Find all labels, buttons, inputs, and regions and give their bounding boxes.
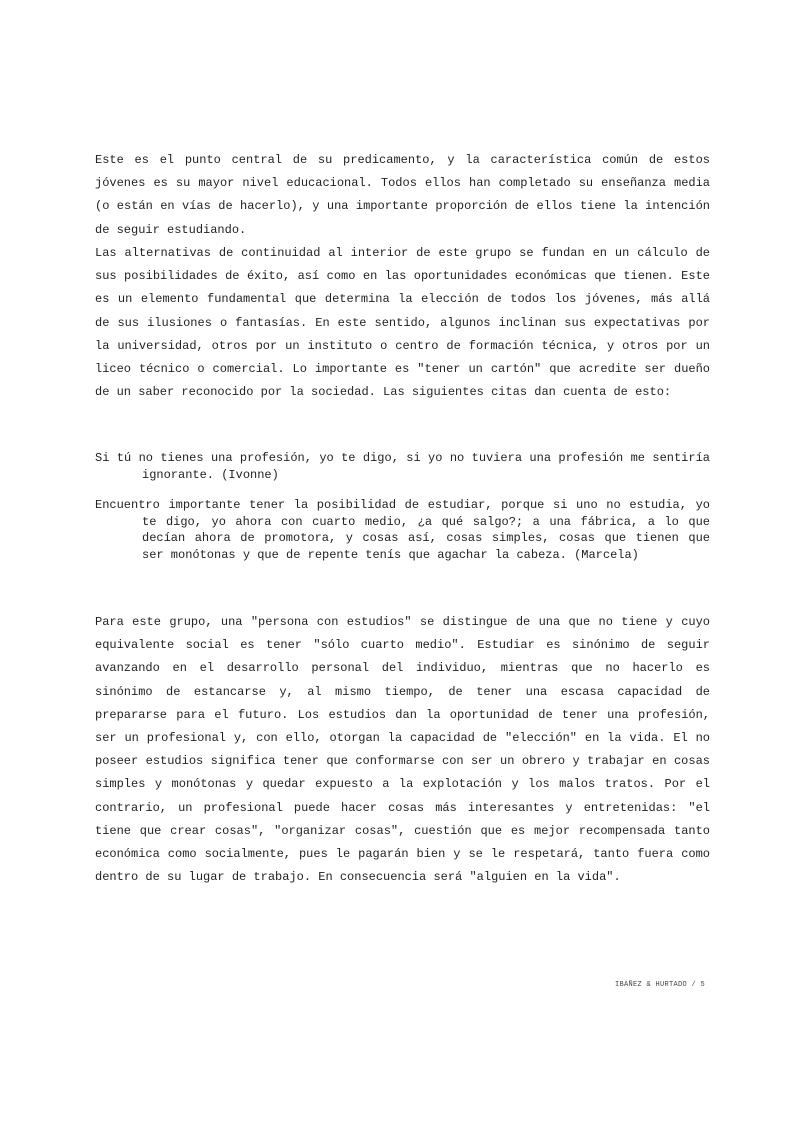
- paragraph-3: Para este grupo, una "persona con estudios" se distingue de una que no tiene y cuyo equivalente social es tener "sólo cuarto medio". Estudiar es sinónimo de seguir avanzando en el desarrollo personal del individuo, mientras que no hacerlo es sinónimo de estancarse y, al mismo tiempo, de tener una escasa capacidad de prepararse para el futuro. Los estudios dan la oportunidad de tener una profesión, ser un profesional y, con ello, otorgan la capacidad de "elección" en la vida. El no poseer estudios significa tener que conformarse con ser un obrero y trabajar en cosas simples y monótonas y quedar expuesto a la explotación y los malos tratos. Por el contrario, un profesional puede hacer cosas más interesantes y entretenidas: "el tiene que crear cosas", "organizar cosas", cuestión que es mejor recompensada tanto económica como socialmente, pues le pagarán bien y se le respetará, tanto fuera como dentro de su lugar de trabajo. En consecuencia será "alguien en la vida".: [95, 615, 710, 885]
- page-footer: IBAÑEZ & HURTADO / 5: [614, 981, 705, 989]
- paragraph-1: Este es el punto central de su predicamento, y la característica común de estos jóvenes es su mayor nivel educacional. Todos ellos han completado su enseñanza media (o están en vías de hacerlo), y una importante proporción de ellos tiene la intención de seguir estudiando.: [95, 153, 710, 237]
- quote-marcela: Encuentro importante tener la posibilidad de estudiar, porque si uno no estudia, yo te digo, yo ahora con cuarto medio, ¿a qué salgo?; a una fábrica, a lo que decían ahora de promotora, y cosas así, cosas simples, cosas que tienen que ser monótonas y que de repente tenís que agachar la cabeza. (Marcela): [95, 498, 710, 562]
- paragraph-2: Las alternativas de continuidad al interior de este grupo se fundan en un cálculo de sus posibilidades de éxito, así como en las oportunidades económicas que tienen. Este es un elemento fundamental que determina la elección de todos los jóvenes, más allá de sus ilusiones o fantasías. En este sentido, algunos inclinan sus expectativas por la universidad, otros por un instituto o centro de formación técnica, y otros por un liceo técnico o comercial. Lo importante es "tener un cartón" que acredite ser dueño de un saber reconocido por la sociedad. Las siguientes citas dan cuenta de esto:: [95, 246, 710, 400]
- quote-ivonne: Si tú no tienes una profesión, yo te digo, si yo no tuviera una profesión me sentiría ignorante. (Ivonne): [95, 451, 710, 482]
